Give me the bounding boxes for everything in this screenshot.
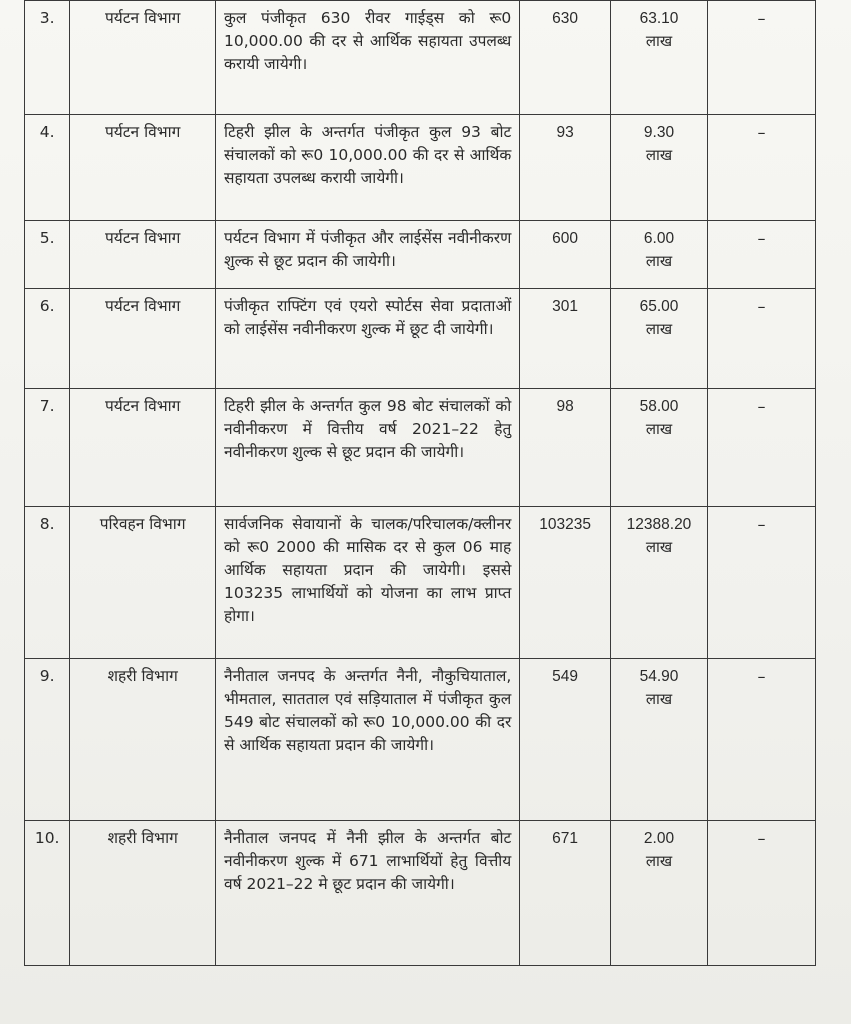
table-row: [25, 1, 816, 115]
remark-dash: –: [757, 667, 766, 686]
amount-cell: [610, 289, 707, 389]
amount-unit: लाख: [645, 420, 673, 438]
serial-number-cell: 8.: [25, 507, 70, 659]
amount-value: 9.30: [643, 124, 675, 141]
amount-unit: लाख: [645, 690, 673, 708]
amount-unit: लाख: [645, 252, 673, 270]
amount-cell: [610, 821, 707, 966]
department-cell: परिवहन विभाग: [70, 507, 216, 659]
remark-cell: [708, 659, 816, 821]
department-cell: पर्यटन विभाग: [70, 115, 216, 221]
remark-dash: –: [757, 829, 766, 848]
description-cell: सार्वजनिक सेवायानों के चालक/परिचालक/क्लीनर को रू0 2000 की मासिक दर से कुल 06 माह आर्थिक सहायता प्रदान की जायेगी। इससे 103235 लाभार्थियों को योजना का लाभ प्राप्त होगा।: [215, 507, 519, 659]
amount-cell: [610, 507, 707, 659]
serial-number-cell: 3.: [25, 1, 70, 115]
serial-number-cell: 10.: [25, 821, 70, 966]
description-cell: टिहरी झील के अन्तर्गत पंजीकृत कुल 93 बोट संचालकों को रू0 10,000.00 की दर से आर्थिक सहायता उपलब्ध करायी जायेगी।: [215, 115, 519, 221]
department-cell: पर्यटन विभाग: [70, 389, 216, 507]
table-row: [25, 507, 816, 659]
amount-value: 2.00: [643, 830, 675, 847]
remark-dash: –: [757, 9, 766, 28]
department-cell: शहरी विभाग: [70, 659, 216, 821]
amount-cell: [610, 659, 707, 821]
beneficiaries-cell: 93: [520, 115, 611, 221]
table-row: [25, 389, 816, 507]
remark-cell: [708, 507, 816, 659]
department-cell: पर्यटन विभाग: [70, 289, 216, 389]
remark-cell: [708, 1, 816, 115]
table-row: [25, 659, 816, 821]
serial-number-cell: 5.: [25, 221, 70, 289]
description-cell: पर्यटन विभाग में पंजीकृत और लाईसेंस नवीनीकरण शुल्क से छूट प्रदान की जायेगी।: [215, 221, 519, 289]
remark-dash: –: [757, 123, 766, 142]
table-row: [25, 821, 816, 966]
amount-value: 54.90: [639, 668, 679, 685]
remark-dash: –: [757, 515, 766, 534]
amount-value: 6.00: [643, 230, 675, 247]
table-row: [25, 115, 816, 221]
table-row: [25, 289, 816, 389]
amount-value: 12388.20: [626, 516, 692, 533]
serial-number-cell: 4.: [25, 115, 70, 221]
department-cell: पर्यटन विभाग: [70, 1, 216, 115]
remark-dash: –: [757, 397, 766, 416]
serial-number-cell: 6.: [25, 289, 70, 389]
description-cell: टिहरी झील के अन्तर्गत कुल 98 बोट संचालकों को नवीनीकरण में वित्तीय वर्ष 2021–22 हेतु नवीनीकरण शुल्क से छूट प्रदान की जायेगी।: [215, 389, 519, 507]
amount-unit: लाख: [645, 538, 673, 556]
description-cell: नैनीताल जनपद में नैनी झील के अन्तर्गत बोट नवीनीकरण शुल्क में 671 लाभार्थियों हेतु वित्तीय वर्ष 2021–22 मे छूट प्रदान की जायेगी।: [215, 821, 519, 966]
beneficiaries-cell: 103235: [520, 507, 611, 659]
remark-dash: –: [757, 229, 766, 248]
amount-value: 65.00: [639, 298, 679, 315]
amount-unit: लाख: [645, 320, 673, 338]
remark-cell: [708, 115, 816, 221]
department-cell: शहरी विभाग: [70, 821, 216, 966]
amount-unit: लाख: [645, 852, 673, 870]
scheme-table: [24, 0, 816, 966]
description-cell: नैनीताल जनपद के अन्तर्गत नैनी, नौकुचियाताल, भीमताल, सातताल एवं सड़ियाताल में पंजीकृत कुल 549 बोट संचालकों को रू0 10,000.00 की दर से आर्थिक सहायता प्रदान की जायेगी।: [215, 659, 519, 821]
department-cell: पर्यटन विभाग: [70, 221, 216, 289]
remark-cell: [708, 221, 816, 289]
amount-cell: [610, 221, 707, 289]
beneficiaries-cell: 98: [520, 389, 611, 507]
serial-number-cell: 9.: [25, 659, 70, 821]
description-cell: कुल पंजीकृत 630 रीवर गाईड्स को रू0 10,000.00 की दर से आर्थिक सहायता उपलब्ध करायी जायेगी।: [215, 1, 519, 115]
remark-dash: –: [757, 297, 766, 316]
beneficiaries-cell: 600: [520, 221, 611, 289]
beneficiaries-cell: 671: [520, 821, 611, 966]
remark-cell: [708, 289, 816, 389]
amount-unit: लाख: [645, 32, 673, 50]
amount-value: 63.10: [639, 10, 679, 27]
amount-cell: [610, 115, 707, 221]
table-row: [25, 221, 816, 289]
serial-number-cell: 7.: [25, 389, 70, 507]
beneficiaries-cell: 301: [520, 289, 611, 389]
remark-cell: [708, 389, 816, 507]
beneficiaries-cell: 549: [520, 659, 611, 821]
remark-cell: [708, 821, 816, 966]
description-cell: पंजीकृत राफ्टिंग एवं एयरो स्पोर्टस सेवा प्रदाताओं को लाईसेंस नवीनीकरण शुल्क में छूट दी जायेगी।: [215, 289, 519, 389]
amount-unit: लाख: [645, 146, 673, 164]
beneficiaries-cell: 630: [520, 1, 611, 115]
amount-cell: [610, 389, 707, 507]
amount-value: 58.00: [639, 398, 679, 415]
amount-cell: [610, 1, 707, 115]
